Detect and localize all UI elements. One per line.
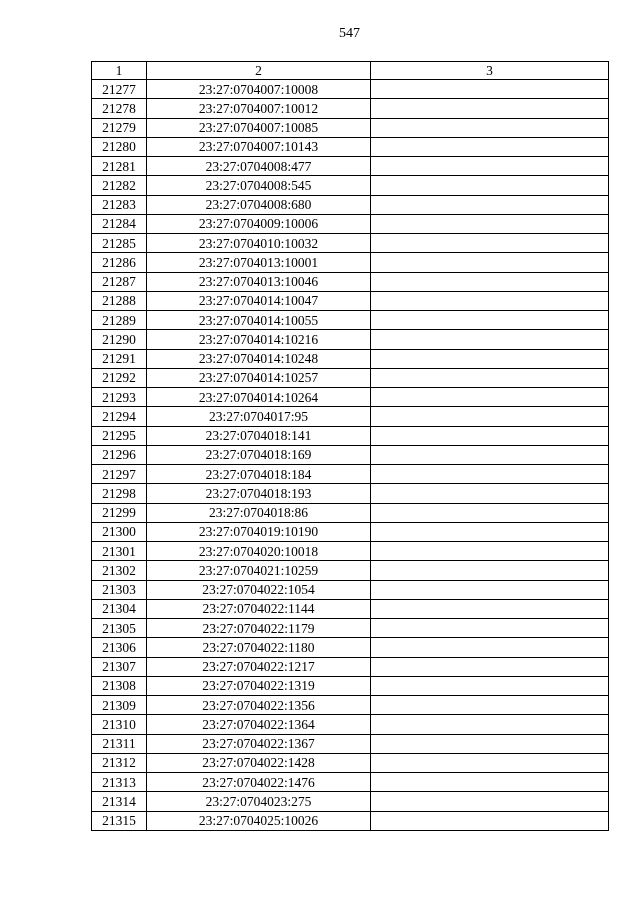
notes-cell: [371, 407, 609, 426]
table-body: [92, 80, 609, 831]
table-row: [92, 580, 609, 599]
row-number-cell: 21303: [92, 580, 147, 599]
row-number-cell: 21299: [92, 503, 147, 522]
row-number-cell: 21296: [92, 445, 147, 464]
cadastral-number-cell: 23:27:0704018:184: [147, 465, 371, 484]
cadastral-number-cell: 23:27:0704014:10257: [147, 368, 371, 387]
table-row: [92, 599, 609, 618]
row-number-cell: 21308: [92, 676, 147, 695]
cadastral-number-cell: 23:27:0704013:10046: [147, 272, 371, 291]
table-row: [92, 696, 609, 715]
notes-cell: [371, 234, 609, 253]
notes-cell: [371, 291, 609, 310]
table-row: [92, 195, 609, 214]
cadastral-number-cell: 23:27:0704018:169: [147, 445, 371, 464]
cadastral-number-cell: 23:27:0704014:10248: [147, 349, 371, 368]
cadastral-number-cell: 23:27:0704019:10190: [147, 522, 371, 541]
table-row: [92, 773, 609, 792]
cadastral-number-cell: 23:27:0704020:10018: [147, 542, 371, 561]
row-number-cell: 21283: [92, 195, 147, 214]
notes-cell: [371, 638, 609, 657]
row-number-cell: 21295: [92, 426, 147, 445]
notes-cell: [371, 388, 609, 407]
table-row: [92, 407, 609, 426]
table-row: [92, 657, 609, 676]
notes-cell: [371, 792, 609, 811]
cadastral-number-cell: 23:27:0704018:86: [147, 503, 371, 522]
cadastral-number-cell: 23:27:0704022:1428: [147, 753, 371, 772]
cadastral-number-cell: 23:27:0704022:1367: [147, 734, 371, 753]
cadastral-number-cell: 23:27:0704018:193: [147, 484, 371, 503]
table-row: [92, 214, 609, 233]
cadastral-number-cell: 23:27:0704025:10026: [147, 811, 371, 830]
cadastral-number-cell: 23:27:0704009:10006: [147, 214, 371, 233]
row-number-cell: 21289: [92, 311, 147, 330]
notes-cell: [371, 349, 609, 368]
cadastral-number-cell: 23:27:0704008:680: [147, 195, 371, 214]
cadastral-number-cell: 23:27:0704014:10216: [147, 330, 371, 349]
table-row: [92, 619, 609, 638]
table-row: [92, 118, 609, 137]
table-row: [92, 368, 609, 387]
cadastral-number-cell: 23:27:0704018:141: [147, 426, 371, 445]
notes-cell: [371, 599, 609, 618]
row-number-cell: 21292: [92, 368, 147, 387]
cadastral-number-cell: 23:27:0704022:1179: [147, 619, 371, 638]
table-row: [92, 715, 609, 734]
table-row: [92, 234, 609, 253]
row-number-cell: 21298: [92, 484, 147, 503]
table-row: [92, 561, 609, 580]
cadastral-number-cell: 23:27:0704022:1144: [147, 599, 371, 618]
notes-cell: [371, 734, 609, 753]
cadastral-number-cell: 23:27:0704021:10259: [147, 561, 371, 580]
table-row: [92, 99, 609, 118]
table-row: [92, 484, 609, 503]
table-row: [92, 176, 609, 195]
notes-cell: [371, 137, 609, 156]
row-number-cell: 21287: [92, 272, 147, 291]
row-number-cell: 21306: [92, 638, 147, 657]
cadastral-number-cell: 23:27:0704007:10008: [147, 80, 371, 99]
notes-cell: [371, 195, 609, 214]
row-number-cell: 21309: [92, 696, 147, 715]
notes-cell: [371, 465, 609, 484]
column-header-3: 3: [371, 62, 609, 80]
table-row: [92, 272, 609, 291]
row-number-cell: 21281: [92, 157, 147, 176]
row-number-cell: 21279: [92, 118, 147, 137]
row-number-cell: 21311: [92, 734, 147, 753]
notes-cell: [371, 580, 609, 599]
cadastral-number-cell: 23:27:0704014:10047: [147, 291, 371, 310]
row-number-cell: 21300: [92, 522, 147, 541]
table-row: [92, 542, 609, 561]
row-number-cell: 21304: [92, 599, 147, 618]
table-row: [92, 811, 609, 830]
table-row: [92, 137, 609, 156]
table-row: [92, 157, 609, 176]
cadastral-number-cell: 23:27:0704022:1364: [147, 715, 371, 734]
row-number-cell: 21277: [92, 80, 147, 99]
cadastral-number-cell: 23:27:0704007:10012: [147, 99, 371, 118]
row-number-cell: 21280: [92, 137, 147, 156]
table-row: [92, 426, 609, 445]
row-number-cell: 21290: [92, 330, 147, 349]
row-number-cell: 21307: [92, 657, 147, 676]
row-number-cell: 21297: [92, 465, 147, 484]
row-number-cell: 21278: [92, 99, 147, 118]
row-number-cell: 21294: [92, 407, 147, 426]
row-number-cell: 21302: [92, 561, 147, 580]
row-number-cell: 21313: [92, 773, 147, 792]
notes-cell: [371, 484, 609, 503]
table-row: [92, 388, 609, 407]
notes-cell: [371, 157, 609, 176]
cadastral-number-cell: 23:27:0704022:1054: [147, 580, 371, 599]
cadastral-number-cell: 23:27:0704022:1476: [147, 773, 371, 792]
table-row: [92, 792, 609, 811]
cadastral-number-cell: 23:27:0704023:275: [147, 792, 371, 811]
notes-cell: [371, 368, 609, 387]
row-number-cell: 21291: [92, 349, 147, 368]
notes-cell: [371, 561, 609, 580]
row-number-cell: 21315: [92, 811, 147, 830]
row-number-cell: 21314: [92, 792, 147, 811]
notes-cell: [371, 253, 609, 272]
table-row: [92, 291, 609, 310]
notes-cell: [371, 118, 609, 137]
table-row: [92, 311, 609, 330]
notes-cell: [371, 522, 609, 541]
cadastral-number-cell: 23:27:0704014:10264: [147, 388, 371, 407]
row-number-cell: 21285: [92, 234, 147, 253]
notes-cell: [371, 99, 609, 118]
cadastral-number-cell: 23:27:0704008:477: [147, 157, 371, 176]
notes-cell: [371, 619, 609, 638]
table-row: [92, 253, 609, 272]
cadastral-number-cell: 23:27:0704022:1356: [147, 696, 371, 715]
row-number-cell: 21282: [92, 176, 147, 195]
column-header-1: 1: [92, 62, 147, 80]
cadastral-table: [91, 61, 609, 831]
row-number-cell: 21284: [92, 214, 147, 233]
column-header-2: 2: [147, 62, 371, 80]
notes-cell: [371, 330, 609, 349]
table-row: [92, 638, 609, 657]
row-number-cell: 21286: [92, 253, 147, 272]
cadastral-number-cell: 23:27:0704014:10055: [147, 311, 371, 330]
table-row: [92, 676, 609, 695]
notes-cell: [371, 811, 609, 830]
cadastral-number-cell: 23:27:0704022:1180: [147, 638, 371, 657]
notes-cell: [371, 426, 609, 445]
table-row: [92, 445, 609, 464]
cadastral-number-cell: 23:27:0704010:10032: [147, 234, 371, 253]
notes-cell: [371, 542, 609, 561]
table-row: [92, 330, 609, 349]
notes-cell: [371, 753, 609, 772]
table-header-row: [92, 62, 609, 80]
row-number-cell: 21293: [92, 388, 147, 407]
table-row: [92, 734, 609, 753]
cadastral-number-cell: 23:27:0704022:1319: [147, 676, 371, 695]
notes-cell: [371, 80, 609, 99]
notes-cell: [371, 214, 609, 233]
cadastral-number-cell: 23:27:0704013:10001: [147, 253, 371, 272]
cadastral-number-cell: 23:27:0704007:10143: [147, 137, 371, 156]
notes-cell: [371, 272, 609, 291]
row-number-cell: 21310: [92, 715, 147, 734]
notes-cell: [371, 715, 609, 734]
row-number-cell: 21312: [92, 753, 147, 772]
table-row: [92, 522, 609, 541]
notes-cell: [371, 445, 609, 464]
cadastral-number-cell: 23:27:0704022:1217: [147, 657, 371, 676]
table-row: [92, 349, 609, 368]
notes-cell: [371, 773, 609, 792]
page-number: 547: [339, 26, 360, 41]
row-number-cell: 21301: [92, 542, 147, 561]
notes-cell: [371, 657, 609, 676]
row-number-cell: 21305: [92, 619, 147, 638]
row-number-cell: 21288: [92, 291, 147, 310]
cadastral-number-cell: 23:27:0704017:95: [147, 407, 371, 426]
cadastral-number-cell: 23:27:0704008:545: [147, 176, 371, 195]
table-row: [92, 753, 609, 772]
notes-cell: [371, 176, 609, 195]
table-row: [92, 503, 609, 522]
notes-cell: [371, 311, 609, 330]
table-row: [92, 80, 609, 99]
notes-cell: [371, 676, 609, 695]
table-row: [92, 465, 609, 484]
cadastral-number-cell: 23:27:0704007:10085: [147, 118, 371, 137]
notes-cell: [371, 503, 609, 522]
notes-cell: [371, 696, 609, 715]
